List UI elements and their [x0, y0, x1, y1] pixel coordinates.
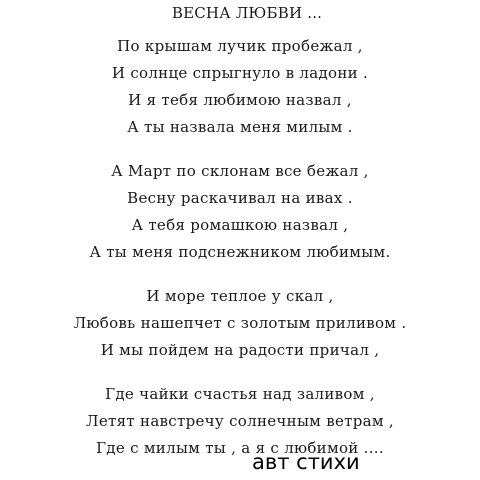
poem-line: И мы пойдем на радости причал , — [100, 341, 380, 359]
poem-line: Весну раскачивал на ивах . — [127, 189, 353, 207]
poem-line: И солнце спрыгнуло в ладони . — [111, 64, 369, 82]
stanza-1 — [0, 33, 480, 141]
poem-line: А тебя ромашкою назвал , — [131, 216, 349, 234]
stanza-4 — [0, 381, 480, 462]
poem-line: По крышам лучик пробежал , — [117, 37, 363, 55]
poem-body — [0, 33, 480, 479]
poem-title: ВЕСНА ЛЮБВИ ... — [171, 4, 323, 22]
poem-line: А ты меня подснежником любимым. — [89, 243, 391, 261]
poem-line: И море теплое у скал , — [146, 287, 334, 305]
stanza-3 — [0, 283, 480, 364]
poem-line: Где с милым ты , а я с любимой .... — [96, 439, 384, 457]
poem-line: Летят навстречу солнечным ветрам , — [86, 412, 394, 430]
poem-line: А Март по склонам все бежал , — [111, 162, 369, 180]
author-signature: авт стихи — [252, 450, 360, 474]
poem-line: А ты назвала меня милым . — [127, 118, 353, 136]
stanza-2 — [0, 158, 480, 266]
poem-line: Где чайки счастья над заливом , — [105, 385, 375, 403]
poem-line: И я тебя любимою назвал , — [128, 91, 352, 109]
poem-line: Любовь нашепчет с золотым приливом . — [73, 314, 407, 332]
